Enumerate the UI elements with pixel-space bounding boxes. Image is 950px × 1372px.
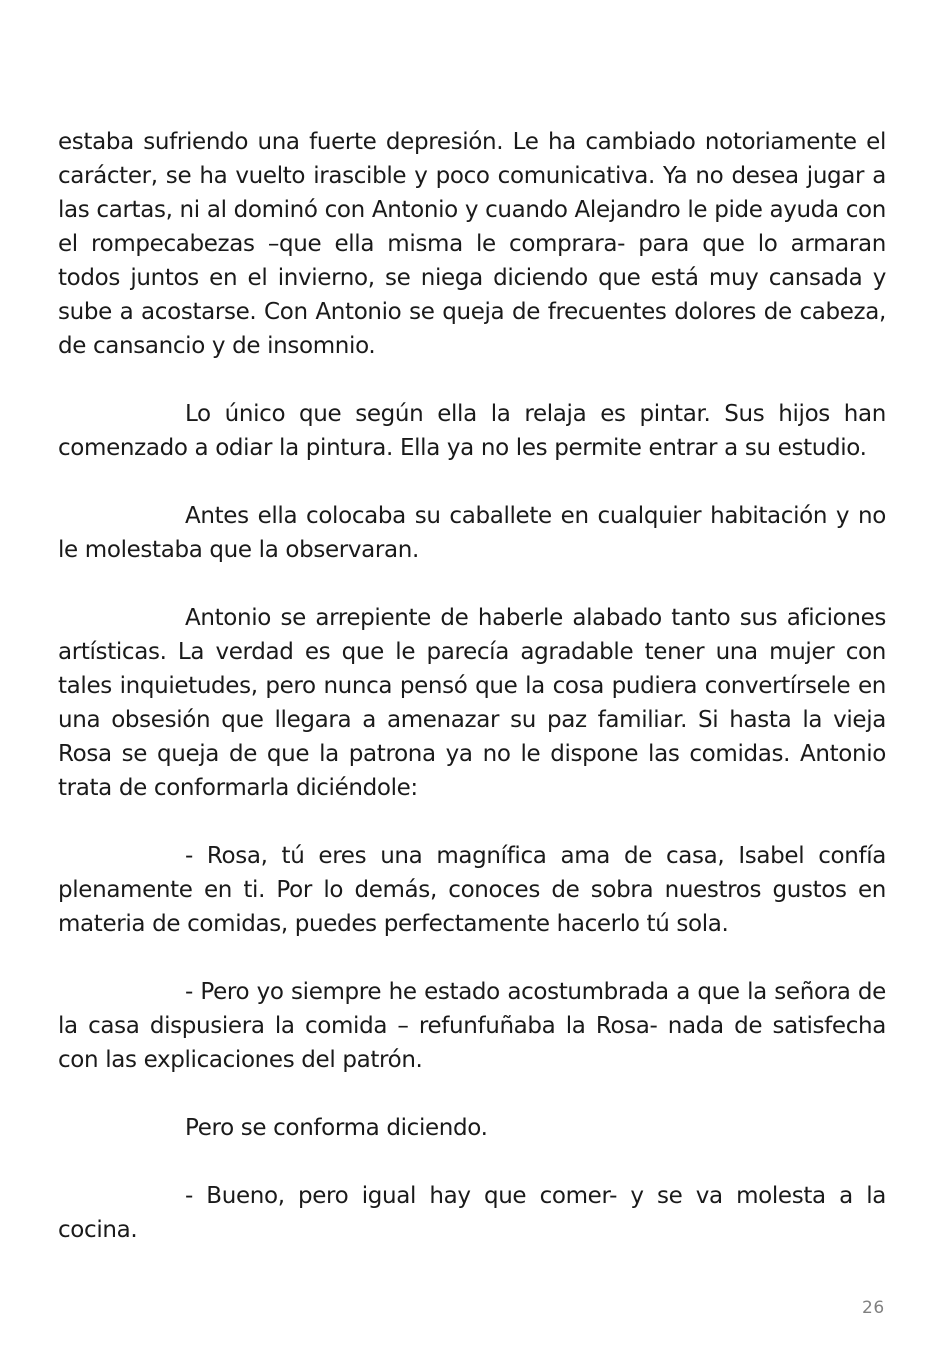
paragraph-5-dialogue: - Rosa, tú eres una magnífica ama de casa, Isabel confía plenamente en ti. Por lo demás, conoces de sobra nuestros gustos en materia de comidas, puedes perfectamente hacerlo tú sola. [58,843,886,937]
paragraph-2: Lo único que según ella la relaja es pintar. Sus hijos han comenzado a odiar la pintura. Ella ya no les permite entrar a su estudio. [58,401,886,461]
paragraph-4: Antonio se arrepiente de haberle alabado tanto sus aficiones artísticas. La verdad es que le parecía agradable tener una mujer con tales inquietudes, pero nunca pensó que la cosa pudiera convertírsele en una obsesión que llegara a amenazar su paz familiar. Si hasta la vieja Rosa se queja de que la patrona ya no le dispone las comidas. Antonio trata de conformarla diciéndole: [58,605,886,801]
paragraph-8-dialogue: - Bueno, pero igual hay que comer- y se va molesta a la cocina. [58,1183,886,1243]
page-body [58,125,886,1247]
paragraph-1: estaba sufriendo una fuerte depresión. Le ha cambiado notoriamente el carácter, se ha vuelto irascible y poco comunicativa. Ya no desea jugar a las cartas, ni al dominó con Antonio y cuando Alejandro le pide ayuda con el rompecabezas –que ella misma le comprara- para que lo armaran todos juntos en el invierno, se niega diciendo que está muy cansada y sube a acostarse. Con Antonio se queja de frecuentes dolores de cabeza, de cansancio y de insomnio. [58,129,886,359]
paragraph-6-dialogue: - Pero yo siempre he estado acostumbrada a que la señora de la casa dispusiera la comida – refunfuñaba la Rosa- nada de satisfecha con las explicaciones del patrón. [58,979,886,1073]
page-number: 26 [862,1298,885,1318]
paragraph-3: Antes ella colocaba su caballete en cualquier habitación y no le molestaba que la observaran. [58,503,886,563]
paragraph-7: Pero se conforma diciendo. [185,1115,488,1141]
